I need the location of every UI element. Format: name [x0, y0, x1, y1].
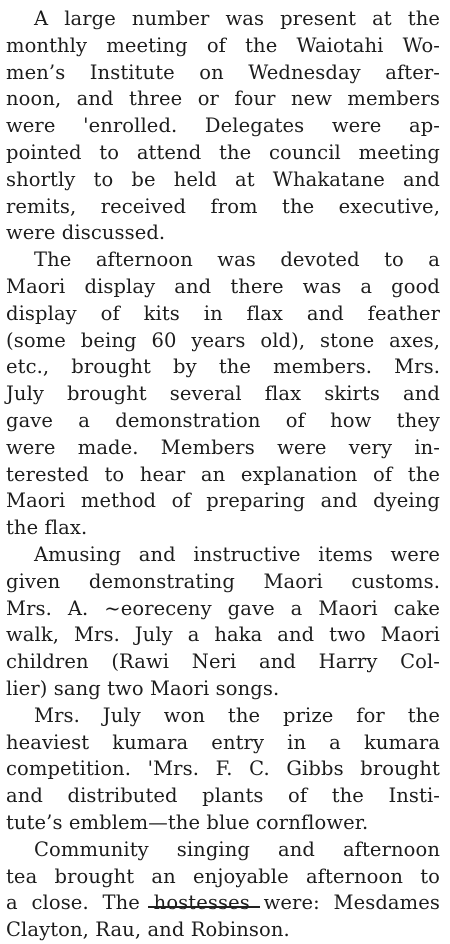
text-line: walk, Mrs. July a haka and two Maori — [6, 623, 440, 647]
text-line: lier) sang two Maori songs. — [6, 676, 280, 700]
text-line: terested to hear an explanation of the — [6, 462, 440, 486]
text-line: A large number was present at the — [34, 7, 440, 30]
text-line: were discussed. — [6, 221, 166, 245]
text-line: the flax. — [6, 516, 88, 540]
text-line: Maori display and there was a good — [6, 274, 440, 298]
text-line: noon, and three or four new members — [6, 87, 440, 111]
text-line: men’s Institute on Wednesday after- — [6, 60, 440, 84]
text-line: pointed to attend the council meeting — [6, 140, 440, 164]
text-line: remits, received from the executive, — [6, 194, 440, 218]
text-line: Mrs. July won the prize for the — [34, 703, 440, 727]
paragraph-3 — [6, 542, 440, 703]
text-line: shortly to be held at Whakatane and — [6, 167, 440, 191]
text-line: Clayton, Rau, and Robinson. — [6, 918, 290, 942]
text-line: given demonstrating Maori customs. — [6, 569, 440, 593]
text-line: a close. The hostesses were: Mesdames — [6, 891, 440, 915]
article-column — [6, 6, 440, 944]
text-line: monthly meeting of the Waiotahi Wo- — [6, 33, 440, 57]
text-line: gave a demonstration of how they — [6, 408, 440, 432]
text-line: The afternoon was devoted to a — [34, 248, 440, 272]
text-line: and distributed plants of the Insti- — [6, 784, 440, 808]
text-line: display of kits in flax and feather — [6, 301, 440, 325]
text-line: were 'enrolled. Delegates were ap- — [6, 114, 440, 138]
text-line: competition. 'Mrs. F. C. Gibbs brought — [6, 757, 440, 781]
paragraph-5 — [6, 837, 440, 944]
paragraph-4 — [6, 703, 440, 837]
paragraph-2 — [6, 247, 440, 542]
text-line: Community singing and afternoon — [34, 837, 440, 861]
text-line: tute’s emblem—the blue cornflower. — [6, 810, 369, 834]
text-line: (some being 60 years old), stone axes, — [6, 328, 440, 352]
text-line: etc., brought by the members. Mrs. — [6, 355, 440, 379]
text-line: heaviest kumara entry in a kumara — [6, 730, 440, 754]
text-line: July brought several flax skirts and — [6, 382, 440, 406]
text-line: Mrs. A. ~eoreceny gave a Maori cake — [6, 596, 440, 620]
text-line: Amusing and instructive items were — [34, 542, 440, 566]
text-line: were made. Members were very in- — [6, 435, 440, 459]
text-line: children (Rawi Neri and Harry Col- — [6, 650, 440, 674]
text-line: tea brought an enjoyable afternoon to — [6, 864, 440, 888]
section-divider-rule — [148, 906, 260, 908]
text-line: Maori method of preparing and dyeing — [6, 489, 440, 513]
paragraph-1 — [6, 6, 440, 247]
